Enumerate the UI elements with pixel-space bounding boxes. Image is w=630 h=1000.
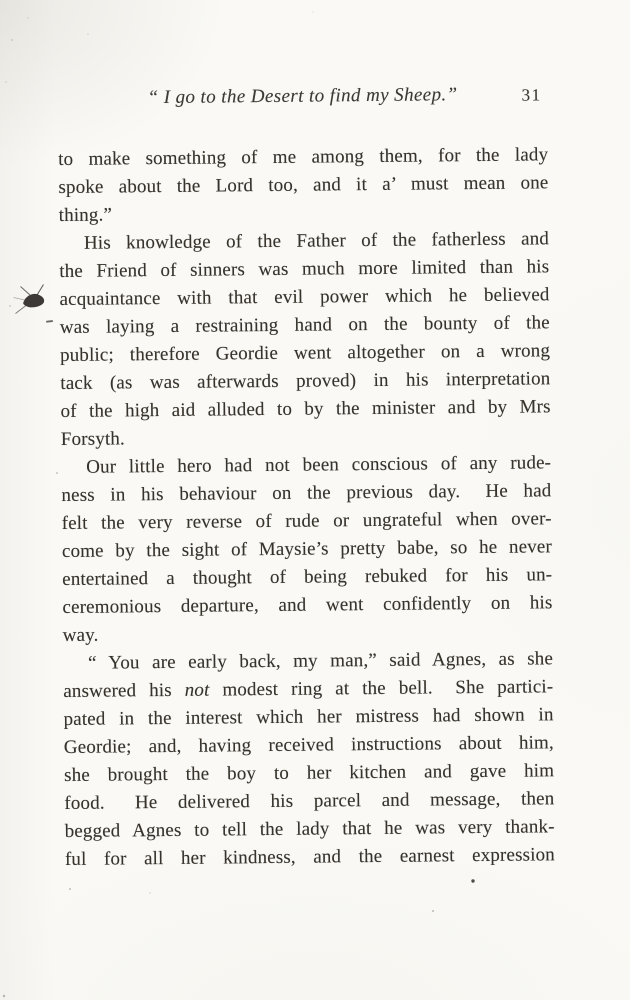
text-segment: thing.” <box>58 204 113 227</box>
text-segment: to make something of me among them, for the lady <box>58 144 549 171</box>
text-segment: ful for all her kindness, and the earnest expression <box>64 844 555 870</box>
text-segment: ness in his behaviour on the previous day. He had <box>61 480 552 507</box>
text-segment: Our little hero had not been conscious of any rude- <box>86 452 552 478</box>
text-segment: acquaintance with that evil power which he believed <box>59 284 550 311</box>
text-line <box>65 841 555 874</box>
text-segment: felt the very reverse of rude or ungrateful when over- <box>61 508 552 535</box>
text-segment: Forsyth. <box>60 428 126 451</box>
emphasized-word: not <box>184 679 210 701</box>
text-segment: spoke about the Lord too, and it a’ must mean one <box>58 172 549 199</box>
text-segment: “ You are early back, my man,” said Agnes, as she <box>87 648 554 674</box>
text-segment: answered his <box>63 679 185 702</box>
text-block <box>58 141 555 874</box>
text-segment: Geordie; and, having received instructions about him, <box>63 732 554 758</box>
text-segment: His knowledge of the Father of the fatherless and <box>83 228 550 254</box>
text-segment: food. He delivered his parcel and message, then <box>64 788 555 814</box>
text-segment: come by the sight of Maysie’s pretty babe, so he never <box>61 536 553 562</box>
text-segment: public; therefore Geordie went altogether on a wrong <box>59 340 551 367</box>
text-segment: she brought the boy to her kitchen and gave him <box>63 760 555 786</box>
text-segment: begged Agnes to tell the lady that he was very thank- <box>64 816 555 842</box>
text-segment: tack (as was afterwards proved) in his interpretation <box>60 368 551 395</box>
text-segment: entertained a thought of being rebuked for his un- <box>62 564 553 590</box>
text-segment: ceremonious departure, and went confidently on his <box>62 592 553 618</box>
running-header-title: “ I go to the Desert to find my Sheep.” <box>147 84 458 109</box>
text-line <box>62 589 552 622</box>
text-line <box>58 169 548 202</box>
text-line <box>60 393 550 426</box>
text-segment: modest ring at the bell. She partici- <box>209 676 554 701</box>
text-segment: pated in the interest which her mistress had shown in <box>63 704 554 730</box>
text-segment: way. <box>62 624 99 646</box>
text-segment: the Friend of sinners was much more limited than his <box>59 256 550 283</box>
text-segment: was laying a restraining hand on the bounty of the <box>59 312 550 339</box>
page-number: 31 <box>521 85 542 105</box>
text-segment: of the high aid alluded to by the minister and by Mrs <box>60 396 551 423</box>
running-header <box>58 83 548 118</box>
